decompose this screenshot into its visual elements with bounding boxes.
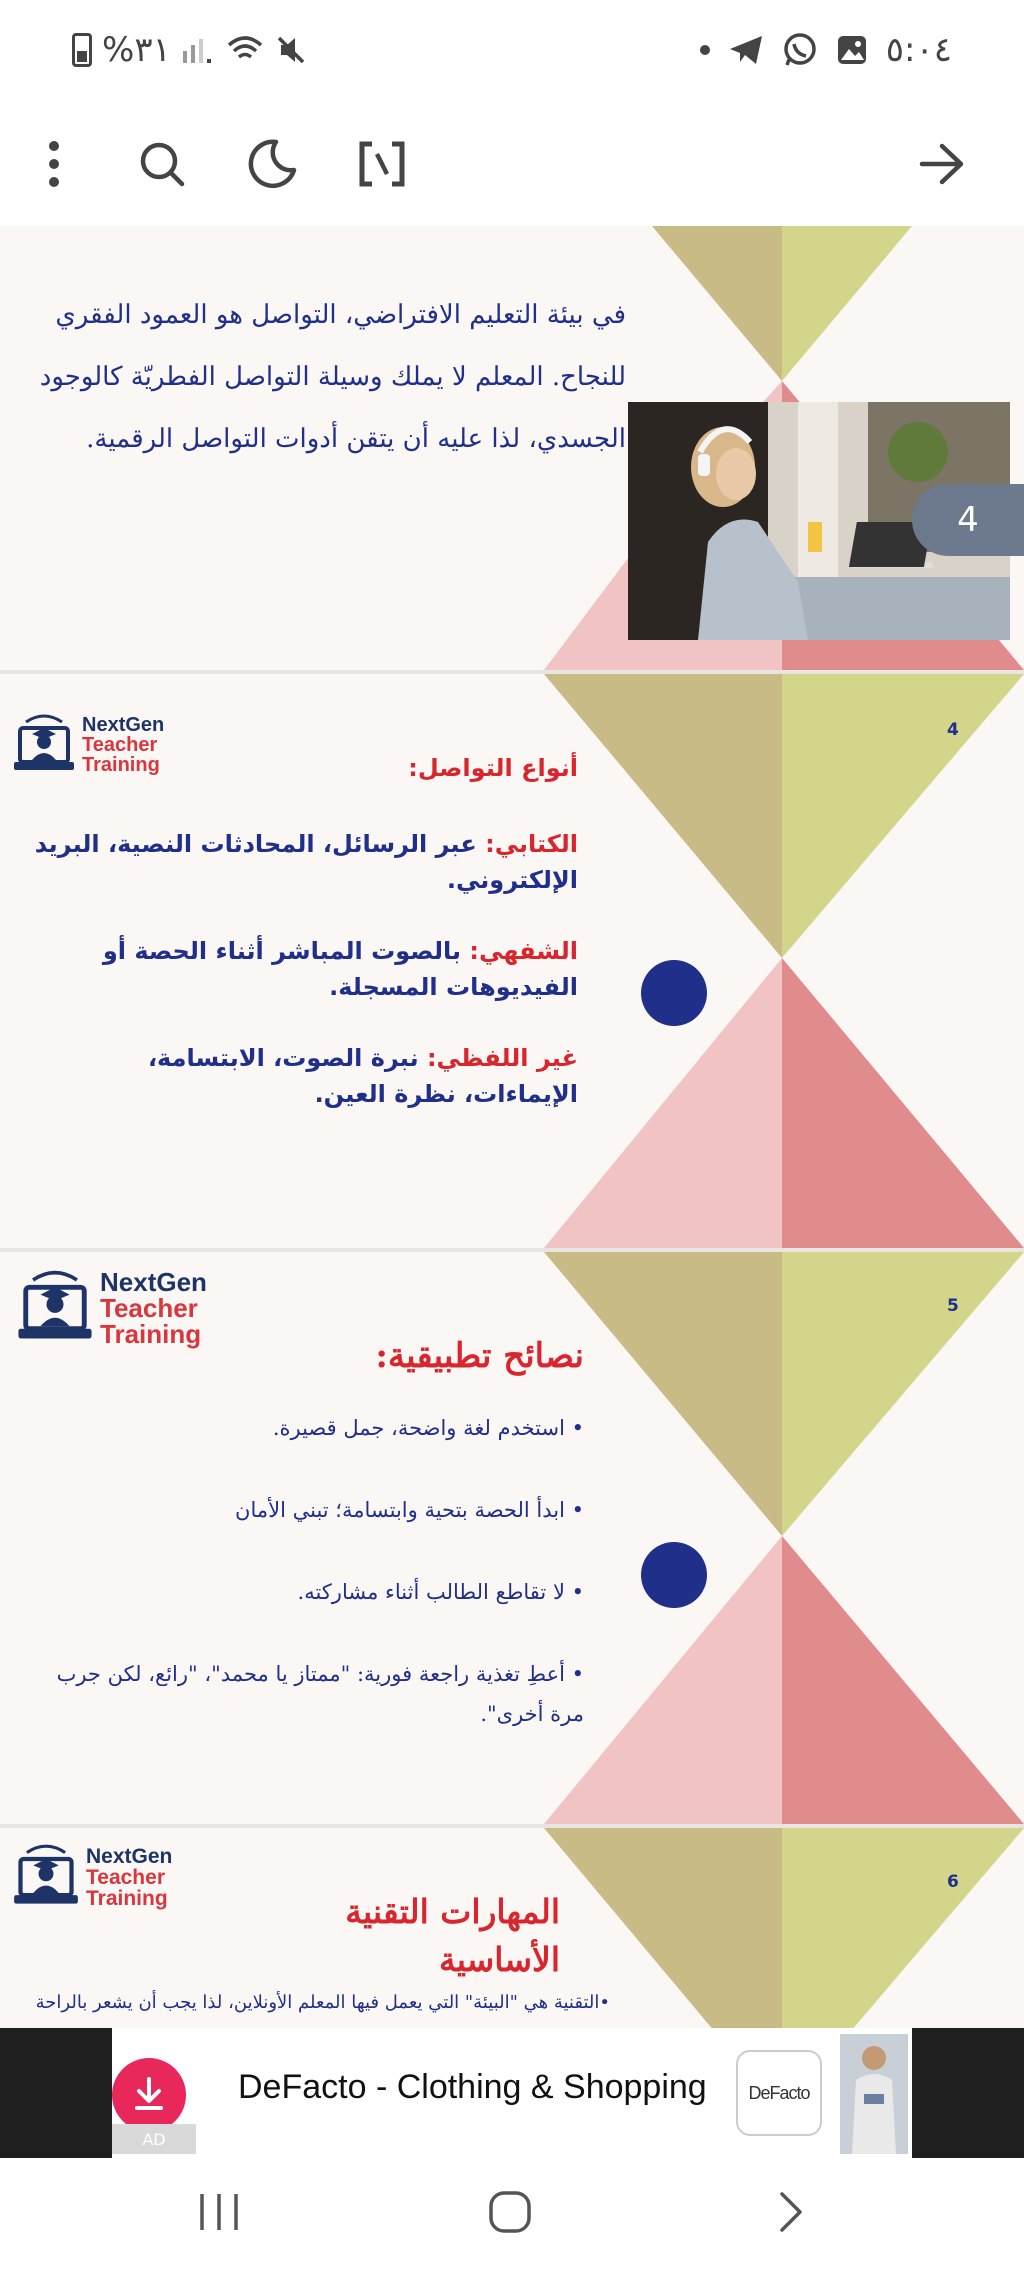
battery-percent: %٣١: [102, 30, 171, 70]
ad-content[interactable]: [112, 2028, 912, 2158]
slide-heading: أنواع التواصل:: [408, 754, 578, 782]
ad-title[interactable]: DeFacto - Clothing & Shopping: [238, 2068, 707, 2106]
page-number: 6: [947, 1872, 959, 1892]
list-item: • لا تقاطع الطالب أثناء مشاركته.: [297, 1580, 584, 1604]
gallery-icon: [836, 34, 868, 66]
ad-banner[interactable]: [0, 2028, 1024, 2158]
back-button[interactable]: [904, 126, 980, 202]
intro-paragraph: في بيئة التعليم الافتراضي، التواصل هو العمود الفقري للنجاح. المعلم لا يملك وسيلة التواصل الفطريّة كالوجود الجسدي، لذا عليه أن يتقن أدوات التواصل الرقمية.: [39, 300, 626, 454]
whatsapp-icon: [782, 32, 818, 68]
decorative-dot: [641, 1542, 707, 1608]
status-right: [700, 30, 952, 70]
list-item: •التقنية هي "البيئة" التي يعمل فيها المعلم الأونلاين، لذا يجب أن يشعر بالراحة: [35, 1992, 610, 2013]
slide-heading: نصائح تطبيقية:: [375, 1336, 584, 1376]
wifi-icon: [225, 35, 265, 65]
list-item: الشفهي: بالصوت المباشر أثناء الحصة أو الفيديوهات المسجلة.: [102, 937, 578, 1001]
download-button[interactable]: [112, 2058, 186, 2132]
list-item: غير اللفظي: نبرة الصوت، الابتسامة، الإيماءات، نظرة العين.: [147, 1044, 578, 1108]
logo-text: NextGen Teacher Training: [100, 1267, 207, 1349]
night-mode-icon: [246, 138, 298, 190]
fit-width-icon: [358, 140, 406, 188]
search-button[interactable]: [124, 126, 200, 202]
slide-4: [0, 226, 1024, 670]
model-photo-image: [840, 2034, 908, 2154]
brand-logo[interactable]: DeFacto: [736, 2050, 822, 2136]
fit-width-button[interactable]: [344, 126, 420, 202]
slide-technical-skills: [0, 1828, 1024, 2028]
signal-icon: [181, 35, 215, 65]
system-nav-bar: [0, 2158, 1024, 2276]
status-bar: [0, 0, 1024, 104]
page-number: 4: [947, 720, 959, 740]
logo-text: NextGen Teacher Training: [86, 1844, 173, 1910]
telegram-icon: [728, 34, 764, 66]
slide-communication-types: [0, 674, 1024, 1248]
slide-body: [30, 750, 578, 1112]
page-number: 5: [947, 1296, 959, 1316]
list-item: • استخدم لغة واضحة، جمل قصيرة.: [272, 1416, 584, 1440]
mute-icon: [275, 34, 307, 66]
reader-toolbar: [0, 104, 1024, 226]
page-indicator-number: 4: [957, 500, 979, 540]
back-arrow-icon: [918, 142, 966, 186]
home-icon: [488, 2190, 532, 2234]
list-item: الكتابي: عبر الرسائل، المحادثات النصية، البريد الإلكتروني.: [34, 830, 578, 894]
list-item: • أعطِ تغذية راجعة فورية: "ممتاز يا محمد"، "رائع، لكن جرب مرة أخرى".: [56, 1662, 584, 1726]
slide-body: [24, 1332, 584, 1734]
night-mode-button[interactable]: [234, 126, 310, 202]
download-icon: [129, 2075, 169, 2115]
ad-product-image[interactable]: [840, 2034, 908, 2154]
search-icon: [138, 140, 186, 188]
battery-icon: [72, 33, 92, 67]
page-indicator-badge: [912, 484, 1024, 556]
status-left: [72, 30, 307, 70]
document-viewer[interactable]: [0, 226, 1024, 2028]
ad-badge: AD: [112, 2124, 196, 2154]
recent-apps-button[interactable]: [196, 2192, 242, 2236]
recent-apps-icon: [196, 2192, 242, 2232]
logo-text: NextGen Teacher Training: [82, 714, 165, 776]
slide-practical-tips: [0, 1252, 1024, 1824]
notification-dot-icon: [700, 45, 710, 55]
clock: ٥:٠٤: [885, 30, 952, 70]
home-button[interactable]: [488, 2190, 532, 2238]
nextgen-logo: [12, 1842, 172, 1912]
slide-heading: المهارات التقنية الأساسية: [345, 1892, 560, 1979]
teacher-laptop-logo-icon: [12, 1842, 80, 1912]
more-vertical-icon: [48, 140, 60, 188]
nav-back-button[interactable]: [776, 2190, 806, 2238]
list-item: • ابدأ الحصة بتحية وابتسامة؛ تبني الأمان: [235, 1498, 584, 1522]
back-icon: [776, 2190, 806, 2234]
decorative-dot: [641, 960, 707, 1026]
more-options-button[interactable]: [16, 126, 92, 202]
